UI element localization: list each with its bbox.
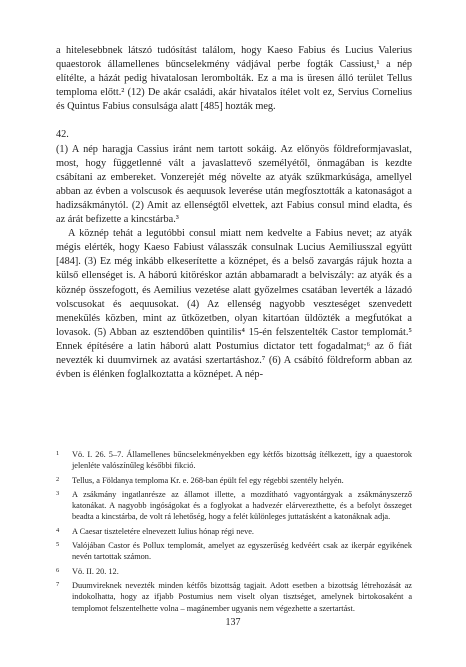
footnote-number: 5 xyxy=(56,541,60,549)
footnotes xyxy=(56,449,412,617)
footnote xyxy=(56,580,412,614)
footnote-text: Vö. II. 20. 12. xyxy=(72,566,119,576)
footnote-text: Duumvireknek nevezték minden kétfős bizottság tagjait. Adott esetben a bizottság létrehozását az indokolhatta, hogy az ifjabb Postumius nem viselt olyan tisztséget, amelynek birtokosaként a templomot felszentelhette volna – magánember ugyanis nem végezhette a szertartást. xyxy=(72,581,412,613)
footnote xyxy=(56,475,412,486)
footnote xyxy=(56,566,412,577)
footnote-number: 4 xyxy=(56,526,60,534)
footnote xyxy=(56,489,412,523)
footnote-text: A Caesar tiszteletére elnevezett Iulius hónap régi neve. xyxy=(72,526,254,536)
chapter-number: 42. xyxy=(56,129,69,141)
footnote-text: Vö. I. 26. 5–7. Államellenes bűncselekményekben egy kétfős bizottság ítélkezett, így a quaestorok jelenléte valószínűleg későbbi fikció. xyxy=(72,450,412,471)
footnote-number: 7 xyxy=(56,581,60,589)
footnote-text: Valójában Castor és Pollux templomát, amelyet az egyszerűség kedvéért csak az ikerpár egyikének nevén tartottak számon. xyxy=(72,541,412,562)
footnote-number: 2 xyxy=(56,475,60,483)
footnote-number: 3 xyxy=(56,489,60,497)
main-text xyxy=(56,44,412,382)
footnote xyxy=(56,540,412,562)
footnote xyxy=(56,449,412,471)
paragraph-1: (1) A nép haragja Cassius iránt nem tartott sokáig. Az előnyös földreformjavaslat, most, hogy függetlenné vált a javaslattevő személyétől, önmagában is kezdte csábítani az embereket. Vonzerejét még növelte az atyák szűkmarkúsága, amellyel abban az évben a volscusok és aequusok leverése után megfosztották a katonaságot a hadizsákmánytól. (2) Amit az ellenségtől elvettek, azt Fabius consul mind eladta, és az árát befizette a kincstárba.³ xyxy=(56,143,412,226)
intro-paragraph: a hitelesebbnek látszó tudósítást találom, hogy Kaeso Fabius és Lucius Valerius quaestorok államellenes bűncselekmény vádjával perbe fogták Cassiust,¹ a nép elítélte, a házát pedig hivatalosan lerombolták. Ez a ma is üresen álló terület Tellus temploma előtt.² (12) De akár családi, akár hivatalos ítélet volt ez, Servius Cornelius és Quintus Fabius consulsága alatt [485] hozták meg. xyxy=(56,45,412,113)
page-number: 137 xyxy=(225,617,241,628)
footnote-number: 1 xyxy=(56,450,60,457)
paragraph-2: A köznép tehát a legutóbbi consul miatt nem kedvelte a Fabius nevet; az atyák mégis elérték, hogy Kaeso Fabiust válasszák consulnak Lucius Aemiliusszal együtt [484]. (3) Ez még inkább elkeserítette a köznépet, és a belső zavargás rájuk hozta a külső ellenséget is. A háború kitöréskor aztán abbamaradt a belviszály: az atyák és a köznép összefogott, és Aemilius vezetése alatt győzelmes csatában leverték a lázadó volscusokat és aequusokat. (4) Az ellenség nagyobb veszteséget szenvedett menekülés közben, mint az ütközetben, olyan kitartóan üldözték a megfutókat a lovasok. (5) Abban az esztendőben quintilis⁴ 15-én felszentelték Castor templomát.⁵ Ennek építésére a latin háború alatt Postumius dictator tett fogadalmat;⁶ az ő fiát nevezték ki duumvirnek az avatási szertartáshoz.⁷ (6) A csábító földreform abban az évben is élénken foglalkoztatta a köznépet. A nép- xyxy=(56,228,412,381)
footnote-number: 6 xyxy=(56,566,60,574)
footnote-text: Tellus, a Földanya temploma Kr. e. 268-ban épült fel egy régebbi szentély helyén. xyxy=(72,475,344,485)
footnote-text: A zsákmány ingatlanrésze az államot illette, a mozdítható vagyontárgyak a zsákmányszerző katonákat. A nagyobb ingóságokat és a foglyokat a hadvezér elárverezthette, és a befolyt összeget beadta a kincstárba, de volt rá lehetőség, hogy a felét különleges juttatásként a katonáknak adja. xyxy=(72,489,412,522)
footnote xyxy=(56,526,412,537)
